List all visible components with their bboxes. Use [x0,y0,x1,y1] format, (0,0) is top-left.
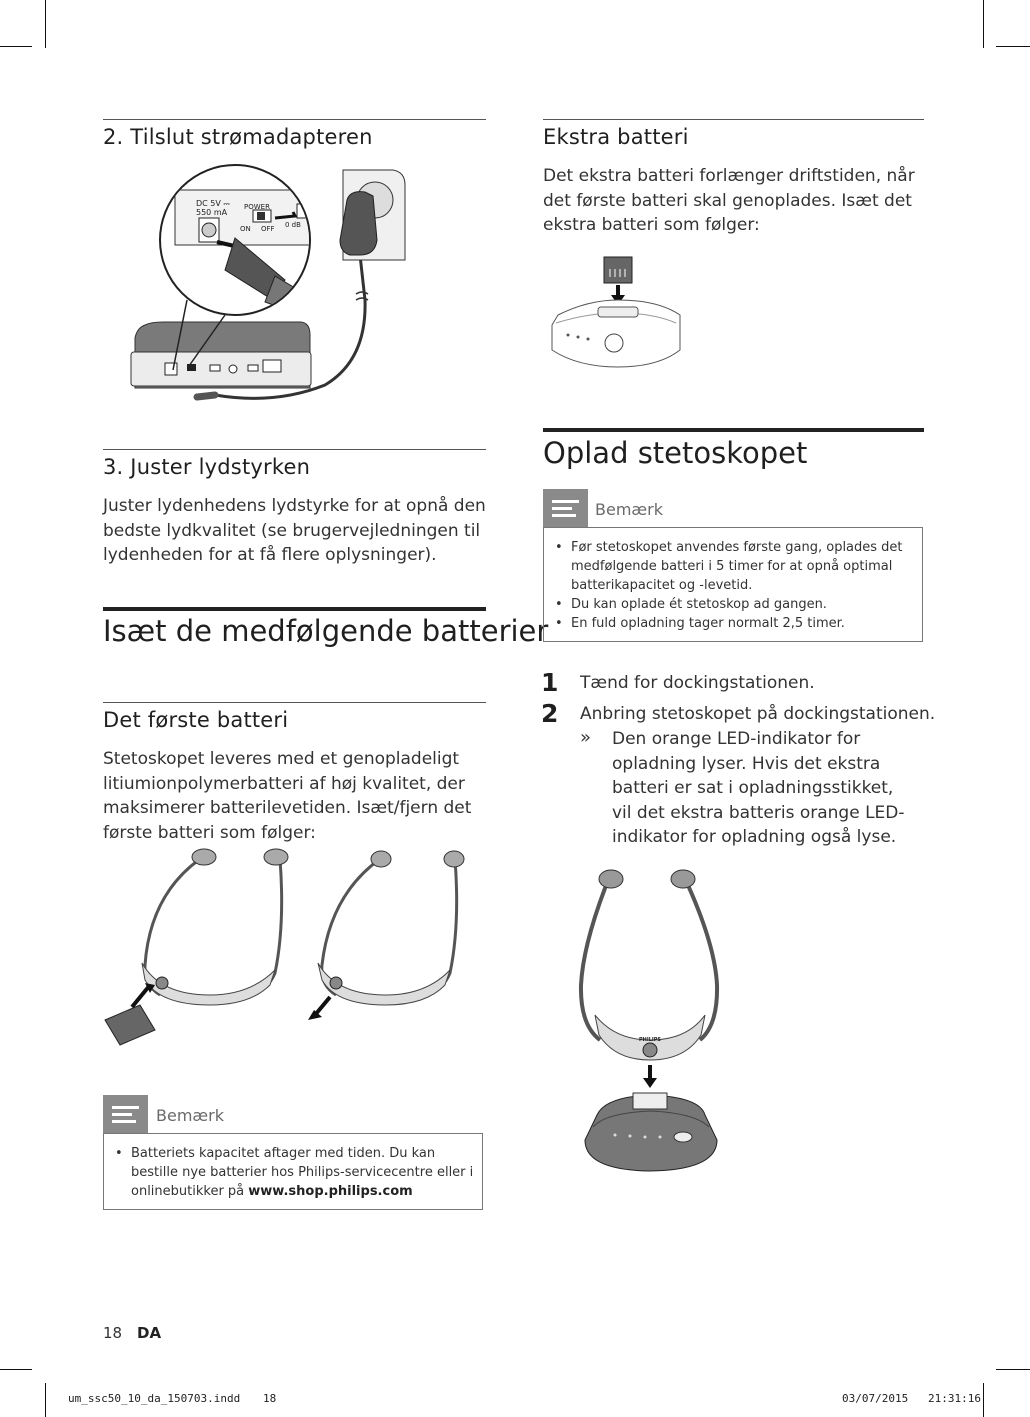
power-label: POWER [244,203,270,211]
note-title: Bemærk [595,500,663,519]
section-rule [103,449,486,450]
slug-time: 21:31:16 [928,1392,981,1405]
step-text: Tænd for dockingstationen. [580,673,815,693]
shop-link[interactable]: www.shop.philips.com [248,1184,413,1199]
on-label: ON [240,225,251,233]
step-number: 1 [541,668,559,697]
chapter-rule [103,607,486,611]
crop-mark [996,1369,1030,1370]
crop-mark [983,0,984,48]
dc-label: DC 5V ⎓ [196,199,230,208]
crop-mark [0,1369,32,1370]
page-number: 18 [103,1324,123,1342]
step-number: 2 [541,699,559,728]
note-item: • Batteriets kapacitet aftager med tiden. Du kan bestille nye batterier hos Philips-servicecentre eller i onlinebutikker på www.shop.philips.com [104,1144,482,1201]
first-battery-text: Stetoskopet leveres med et genopladeligt litiumionpolymerbatteri af høj kvalitet, der maksimerer batterilevetiden. Isæt/fjern det første batteri som følger: [103,749,472,843]
ma-label: 550 mA [196,208,228,217]
batteries-heading: Isæt de medfølgende batterier [103,614,549,648]
section-rule [103,702,486,703]
chapter-rule [543,428,924,432]
first-battery-heading: Det første batteri [103,708,289,732]
volume-text: Juster lydenhedens lydstyrke for at opnå den bedste lydkvalitet (se brugervejledningen til lydenheden for at få flere oplysninger). [103,496,486,565]
note-icon [543,489,588,527]
note-box [543,527,923,642]
note-box [103,1133,483,1210]
slug-date: 03/07/2015 [842,1392,909,1405]
note-item: • En fuld opladning tager normalt 2,5 timer. [544,614,922,633]
page-language: DA [137,1324,162,1342]
brand-label: PHILIPS [639,1037,662,1043]
section-rule [103,119,486,120]
slug-page: 18 [263,1392,277,1405]
connect-heading: 2. Tilslut strømadapteren [103,125,373,149]
crop-mark [0,46,32,47]
result-text: Den orange LED-indikator for opladning lyser. Hvis det ekstra batteri er sat i opladningsstikket, vil det ekstra batteris orange LED-indikator for opladning også lyse. [612,729,905,847]
adapter-illustration [125,160,470,410]
extra-battery-text: Det ekstra batteri forlænger driftstiden, når det første batteri skal genoplades. Isæt det ekstra batteri som følger: [543,166,915,235]
db-label: 0 dB [285,221,301,229]
crop-mark [45,1383,46,1417]
section-rule [543,119,924,120]
step-text: Anbring stetoskopet på dockingstationen. [580,704,936,724]
note-icon [103,1095,148,1133]
charging-illustration [575,865,730,1175]
crop-mark [45,0,46,48]
off-label: OFF [261,225,275,233]
extra-battery-illustration [548,255,688,370]
charge-heading: Oplad stetoskopet [543,436,808,470]
battery-insert-illustration [100,845,480,1055]
extra-battery-heading: Ekstra batteri [543,125,689,149]
slug-file: um_ssc50_10_da_150703.indd [68,1392,241,1405]
note-item: • Før stetoskopet anvendes første gang, oplades det medfølgende batteri i 5 timer for at opnå optimal batterikapacitet og -levetid. [544,538,922,595]
note-title: Bemærk [156,1106,224,1125]
crop-mark [983,1383,984,1417]
result-marker: » [580,727,592,748]
crop-mark [996,46,1030,47]
note-item: • Du kan oplade ét stetoskop ad gangen. [544,595,922,614]
volume-heading: 3. Juster lydstyrken [103,455,311,479]
